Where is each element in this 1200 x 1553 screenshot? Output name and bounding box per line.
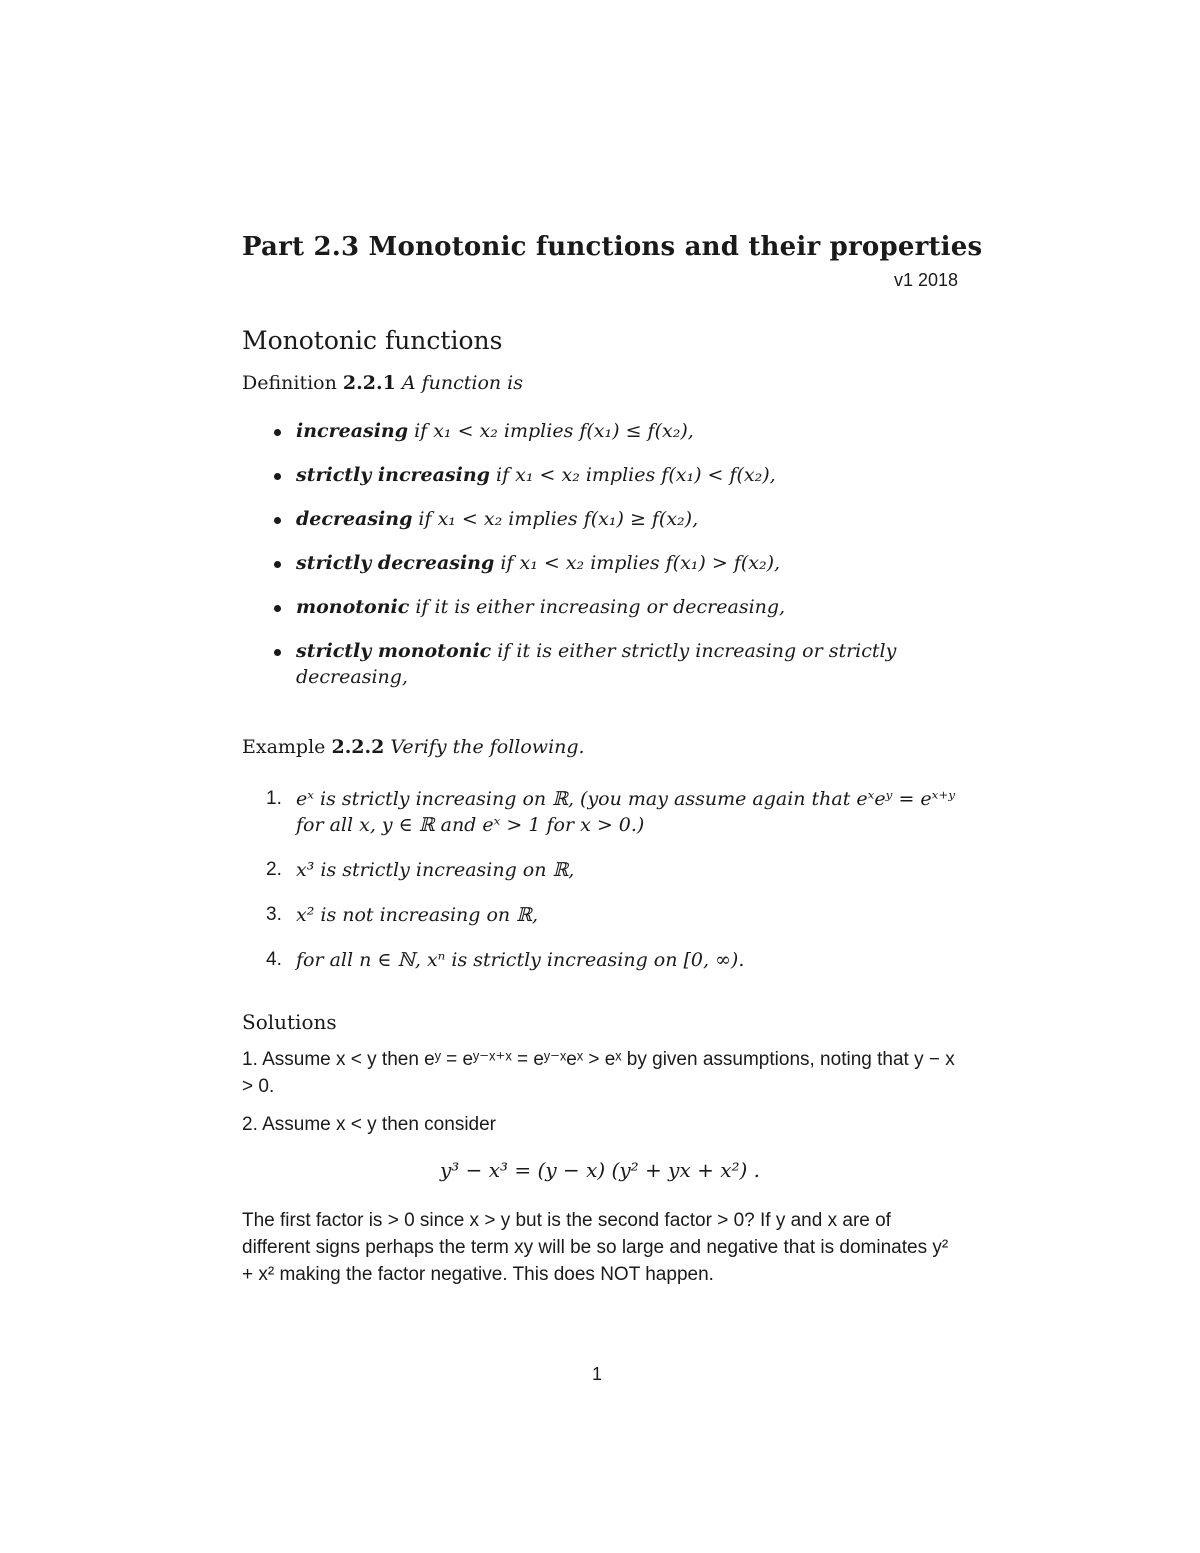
bullet-icon (274, 517, 281, 524)
bullet-icon (274, 429, 281, 436)
list-item (242, 902, 958, 928)
definition-heading (242, 372, 523, 394)
item-number: 1. (266, 788, 282, 809)
definition-term: strictly monotonic (296, 640, 492, 662)
item-number: 3. (266, 904, 282, 925)
solution-paragraph-1: 1. Assume x < y then eʸ = eʸ⁻ˣ⁺ˣ = eʸ⁻ˣeˣ > eˣ by given assumptions, noting that y − x > 0. (242, 1049, 955, 1097)
example-label: Example (242, 736, 326, 758)
bullet-icon (274, 561, 281, 568)
definition-label: Definition (242, 372, 337, 394)
list-item (242, 506, 958, 532)
definition-text: if x₁ < x₂ implies f(x₁) > f(x₂), (494, 552, 781, 574)
version-label: v1 2018 (893, 270, 958, 290)
solutions-heading: Solutions (242, 1010, 337, 1034)
page-number: 1 (592, 1364, 603, 1384)
definition-text: if it is either increasing or decreasing, (409, 596, 786, 618)
list-item (242, 947, 958, 973)
bullet-icon (274, 473, 281, 480)
example-list (242, 786, 958, 992)
example-heading (242, 736, 585, 758)
example-intro: Verify the following. (390, 736, 585, 758)
example-number: 2.2.2 (331, 736, 385, 758)
definition-number: 2.2.1 (342, 372, 396, 394)
page-title: Part 2.3 Monotonic functions and their properties (242, 232, 983, 262)
definition-text: if it is either strictly increasing or strictly decreasing, (296, 640, 897, 688)
list-item (242, 857, 958, 883)
list-item (242, 594, 958, 620)
list-item (242, 638, 958, 690)
definition-term: strictly decreasing (296, 552, 495, 574)
definition-term: increasing (296, 420, 409, 442)
solution-paragraph-3: The first factor is > 0 since x > y but is the second factor > 0? If y and x are of different signs perhaps the term xy will be so large and negative that is dominates y² + x² making the factor negative. This does NOT happen. (242, 1210, 949, 1285)
list-item (242, 418, 958, 444)
section-heading: Monotonic functions (242, 326, 503, 355)
list-item (242, 550, 958, 576)
definition-term: decreasing (296, 508, 413, 530)
bullet-icon (274, 605, 281, 612)
list-item (242, 786, 958, 838)
definition-term: strictly increasing (296, 464, 490, 486)
definition-text: if x₁ < x₂ implies f(x₁) ≤ f(x₂), (408, 420, 694, 442)
item-text: x² is not increasing on ℝ, (296, 904, 539, 926)
definition-text: if x₁ < x₂ implies f(x₁) ≥ f(x₂), (412, 508, 699, 530)
item-text: for all n ∈ ℕ, xⁿ is strictly increasing on [0, ∞). (296, 949, 745, 971)
item-text: eˣ is strictly increasing on ℝ, (you may assume again that eˣeʸ = eˣ⁺ʸ for all x, y ∈ ℝ and eˣ > 1 for x > 0.) (296, 788, 956, 836)
list-item (242, 462, 958, 488)
solution-paragraph-2: 2. Assume x < y then consider (242, 1114, 496, 1135)
bullet-icon (274, 649, 281, 656)
definition-list (242, 418, 958, 708)
display-equation: y³ − x³ = (y − x) (y² + yx + x²) . (439, 1158, 761, 1182)
definition-text: if x₁ < x₂ implies f(x₁) < f(x₂), (489, 464, 776, 486)
item-number: 4. (266, 949, 282, 970)
item-number: 2. (266, 859, 282, 880)
definition-intro: A function is (401, 372, 524, 394)
definition-term: monotonic (296, 596, 410, 618)
item-text: x³ is strictly increasing on ℝ, (296, 859, 575, 881)
